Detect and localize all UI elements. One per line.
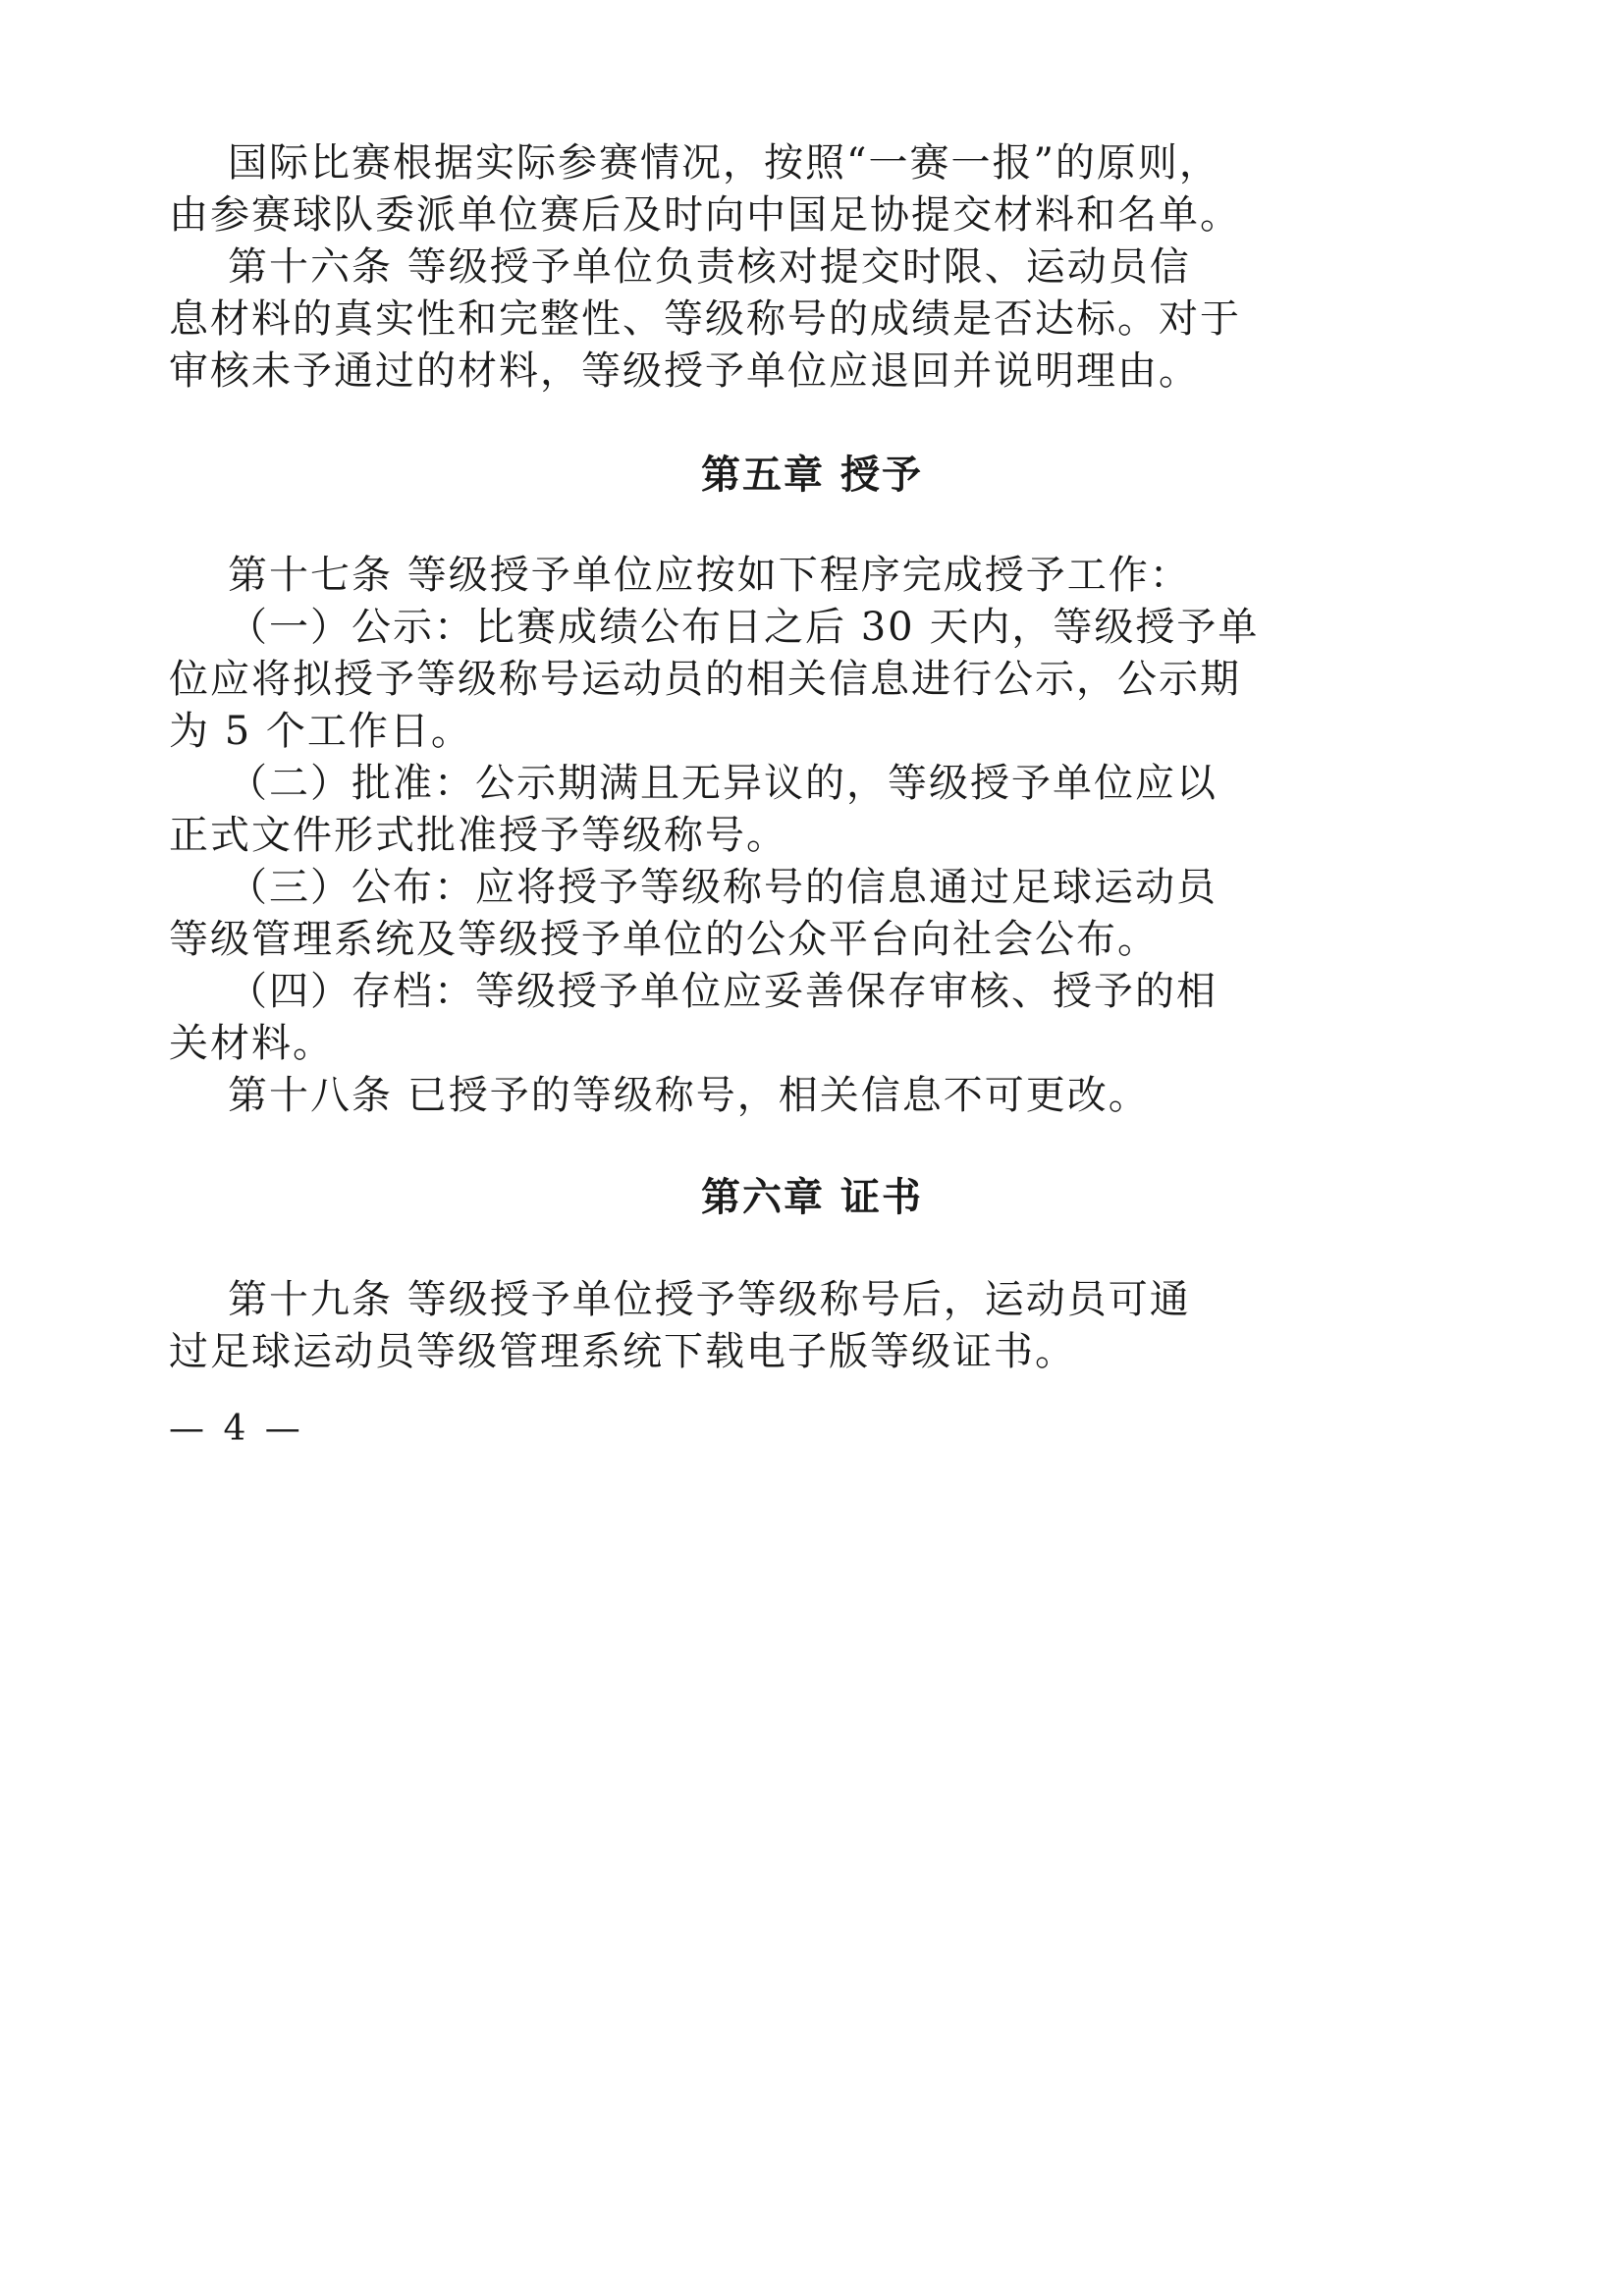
article-19-line: 过足球运动员等级管理系统下载电子版等级证书。	[169, 1329, 1076, 1374]
article-16-line: 审核未予通过的材料，等级授予单位应退回并说明理由。	[169, 348, 1200, 394]
article-17-item-line: （四）存档：等级授予单位应妥善保存审核、授予的相	[228, 969, 1218, 1014]
article-17-item-line: （一）公示：比赛成绩公布日之后 30 天内，等级授予单	[228, 605, 1260, 650]
article-17-item-line: 正式文件形式批准授予等级称号。	[169, 813, 787, 858]
article-18-line: 第十八条 已授予的等级称号，相关信息不可更改。	[228, 1073, 1150, 1118]
article-17-item-line: （三）公布：应将授予等级称号的信息通过足球运动员	[228, 865, 1218, 910]
article-17-item-line: 等级管理系统及等级授予单位的公众平台向社会公布。	[169, 917, 1159, 962]
body-text-line: 由参赛球队委派单位赛后及时向中国足协提交材料和名单。	[169, 192, 1241, 238]
body-text-line: 国际比赛根据实际参赛情况，按照“一赛一报”的原则，	[228, 140, 1220, 186]
article-17-item-line: 关材料。	[169, 1021, 334, 1066]
page-number: — 4 —	[169, 1409, 304, 1449]
article-17-item-line: 为 5 个工作日。	[169, 709, 472, 754]
article-19-line: 第十九条 等级授予单位授予等级称号后，运动员可通	[228, 1277, 1191, 1322]
article-17-item-line: 位应将拟授予等级称号运动员的相关信息进行公示，公示期	[169, 657, 1241, 702]
chapter-5-heading: 第五章 授予	[701, 453, 923, 498]
article-17-line: 第十七条 等级授予单位应按如下程序完成授予工作：	[228, 553, 1191, 598]
article-16-line: 息材料的真实性和完整性、等级称号的成绩是否达标。对于	[169, 296, 1241, 342]
article-17-item-line: （二）批准：公示期满且无异议的，等级授予单位应以	[228, 761, 1218, 806]
article-16-line: 第十六条 等级授予单位负责核对提交时限、运动员信	[228, 244, 1191, 290]
chapter-6-heading: 第六章 证书	[701, 1175, 923, 1220]
